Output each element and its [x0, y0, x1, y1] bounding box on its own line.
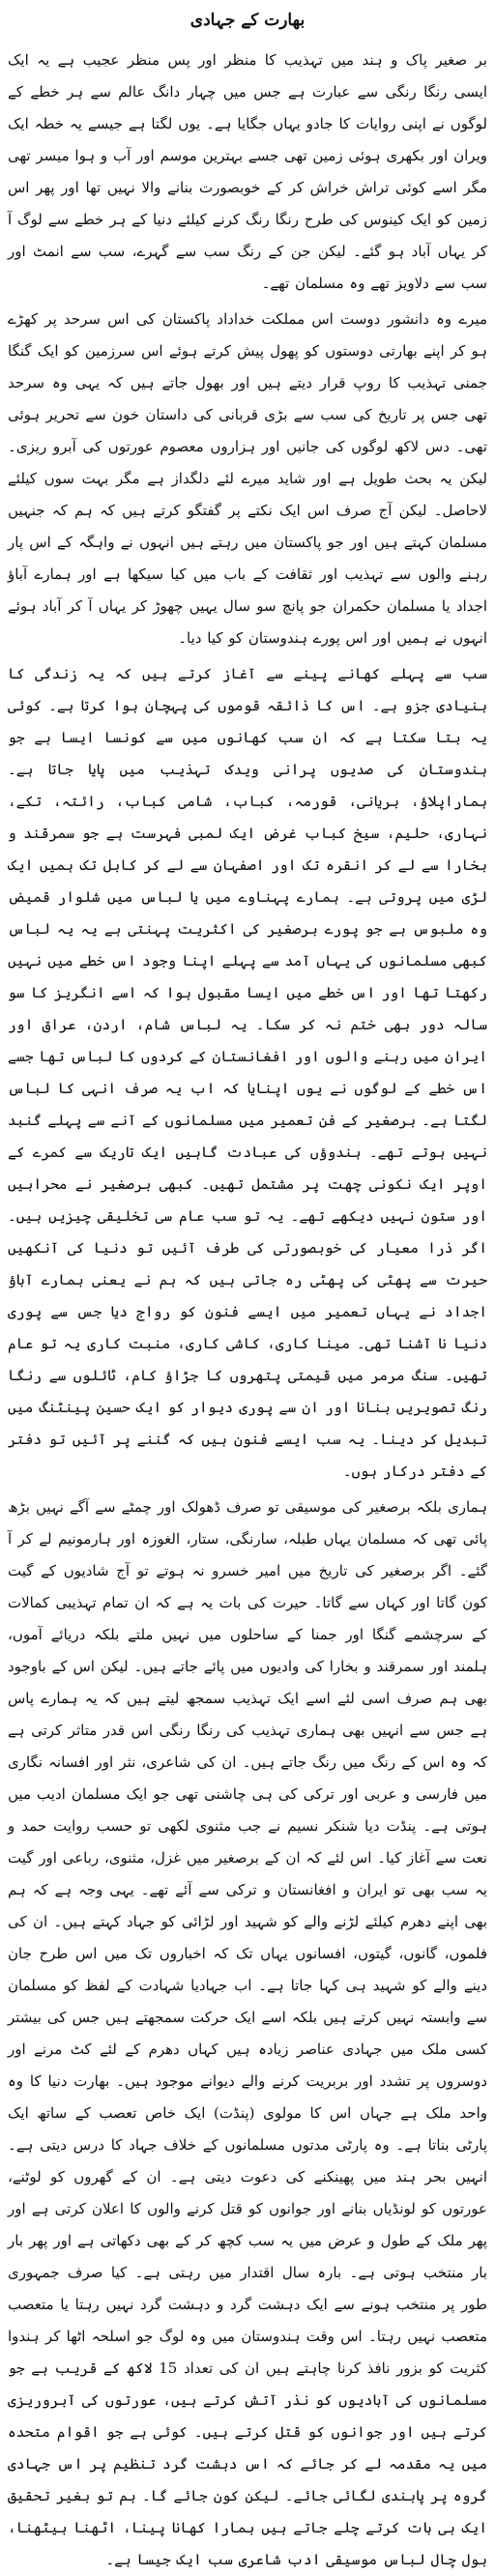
article-title: بھارت کے جہادی: [189, 11, 306, 30]
article-paragraph: میرے وہ دانشور دوست اس مملکت خداداد پاکستان کی اس سرحد پر کھڑے ہو کر اپنے بھارتی دوستوں کو پھول پیش کرتے ہوئے اس سرزمین کو ایک گنگا جمنی تہذیب کا روپ قرار دیتے ہیں اور بھول جاتے ہیں کہ یہی وہ سرحد تھی جس پر تاریخ کی سب سے بڑی قربانی کی داستان خون سے تحریر ہوئی تھی۔ دس لاکھ لوگوں کی جانیں اور ہزاروں معصوم عورتوں کی آبرو ریزی۔ لیکن یہ بحث طویل ہے اور شاید میرے لئے دلگداز ہے مگر بہت سوں کیلئے لاحاصل۔ لیکن آج صرف اس ایک نکتے پر گفتگو کرتے ہیں کہ ہم کہ جنہیں مسلمان کہتے ہیں اور جو پاکستان میں رہتے ہیں انہوں نے واہگہ کے اس پار رہنے والوں سے تہذیب اور ثقافت کے باب میں کیا سیکھا ہے اور ہمارے آباؤ اجداد یا مسلمان حکمران جو پانچ سو سال یہیں چھوڑ کر یہاں آ کر آباد ہوئے انہوں نے ہمیں اور اس پورے ہندوستان کو کیا دیا۔: [8, 310, 487, 648]
article-body: [8, 44, 487, 2576]
article-paragraph: ہماری بلکہ برصغیر کی موسیقی تو صرف ڈھولک اور چمٹے سے آگے نہیں بڑھ پائی تھی کہ مسلمان یہاں طبلہ، سارنگی، ستار، الغوزہ اور ہارمونیم لے کر آ گئے۔ اگر برصغیر کی تاریخ میں امیر خسرو نہ ہوتے تو آج شادیوں کے گیت کون گاتا اور کہاں سے گاتا۔ حیرت کی بات یہ ہے کہ ان تمام تہذیبی کمالات کے سرچشمے گنگا اور جمنا کے ساحلوں میں نہیں ملتے بلکہ دریائے آموں، ہلمند اور سمرقند و بخارا کی وادیوں میں پائے جاتے ہیں۔ لیکن اس کے باوجود بھی ہم صرف اسی لئے اسے ایک تہذیب سمجھ لیتے ہیں کہ یہ ہمارے پاس ہے جس سے انہیں بھی ہماری تہذیب کی رنگا رنگی اس قدر متاثر کرتی ہے کہ وہ اس کے رنگ میں رنگ جاتے ہیں۔ ان کی شاعری، نثر اور افسانہ نگاری میں فارسی و عربی اور ترکی کی ہی چاشنی تھی جو ایک مسلمان ادیب میں ہوتی ہے۔ پنڈت دیا شنکر نسیم نے جب مثنوی لکھی تو حسب روایت حمد و نعت سے آغاز کیا۔ اس لئے کہ ان کے برصغیر میں غزل، مثنوی، رباعی اور گیت یہ سب بھی تو ایران و افغانستان و ترکی سے آئے تھے۔ یہی وجہ ہے کہ ہم بھی اپنے دھرم کیلئے لڑنے والے کو شہید اور لڑائی کو جہاد کہتے ہیں۔ ان کی فلموں، گانوں، گیتوں، افسانوں یہاں تک کہ اخباروں تک میں اس طرح جان دینے والے کو شہید ہی کہا جاتا ہے۔ اب جہادیا شہادت کے لفظ کو مسلمان سے وابستہ نہیں کرتے ہیں بلکہ اسے ایک حرکت سمجھتے ہیں جس کی بیشتر کسی ملک میں جہادی عناصر زیادہ ہیں کہاں دھرم کے لئے کٹ مرنے اور دوسروں پر تشدد اور بربریت کرنے والے دیوانے موجود ہیں۔ بھارت دنیا کا وہ واحد ملک ہے جہاں اس کا مولوی (پنڈت) ایک خاص تعصب کے ساتھ ایک پارٹی بناتا ہے۔ وہ پارٹی مدتوں مسلمانوں کے خلاف جہاد کا درس دیتی ہے۔ انہیں بحر ہند میں پھینکنے کی دعوت دیتی ہے۔ ان کے گھروں کو لوٹنے، عورتوں کو لونڈیاں بنانے اور جوانوں کو قتل کرنے والوں کا اعلان کرتی ہے اور پھر ملک کے طول و عرض میں یہ سب کچھ کر کے بھی دکھاتی ہے اور پھر بار بار منتخب ہوتی ہے۔ بارہ سال اقتدار میں رہتی ہے۔ کیا صرف جمہوری طور پر منتخب ہونے سے ایک دہشت گرد و دہشت گرد نہیں رہتا یا متعصب متعصب نہیں رہتا۔ اس وقت ہندوستان میں وہ لوگ جو اسلحہ اٹھا کر ہندوا کثریت کو بزور نافذ کرنا چاہتے ہیں ان کی تعداد 15 لاکھ کے قریب ہے جو مسلمانوں کی آبادیوں کو نذر آتش کرتے ہیں، عورتوں کی آبروریزی کرتے ہیں اور جوانوں کو قتل کرتے ہیں۔ کوئی ہے جو اقوام متحدہ میں یہ مقدمہ لے کر جائے کہ اس دہشت گرد تنظیم پر اس جہادی گروہ پر پابندی لگائی جائے۔ لیکن کون جائے گا۔ ہم تو بغیر تحقیق ایک ہی بات کرتے چلے جاتے ہیں ہمارا کھانا پینا، اٹھنا بیٹھنا، بول چال لباس موسیقی ادب شاعری سب ایک جیسا ہے۔: [8, 1498, 488, 2569]
article-paragraph: سب سے پہلے کھانے پینے سے آغاز کرتے ہیں کہ یہ زندگی کا بنیادی جزو ہے۔ اس کا ذائقہ قوموں کی پہچان ہوا کرتا ہے۔ کوئی یہ بتا سکتا ہے کہ ان سب کھانوں میں سے کونسا ایسا ہے جو ہندوستان کی صدیوں پرانی ویدک تہذیب میں پایا جاتا ہے۔ ہماراپلاؤ، بریانی، قورمہ، کباب، شامی کباب، رائتہ، تکے، نہاری، حلیم، سیخ کباب غرض ایک لمبی فہرست ہے جو سمرقند و بخارا سے لے کر انقرہ تک اور اصفہان سے لے کر کابل تک ہمیں ایک لڑی میں پروتی ہے۔ ہمارے پہناوے میں یا لباس میں شلوار قمیض وہ ملبوس ہے جو پورے برصغیر کی اکثریت پہنتی ہے یہ یہ لباس کبھی مسلمانوں کی یہاں آمد سے پہلے اپنا وجود اس خطے میں نہیں رکھتا تھا اور اس خطے میں ایسا مقبول ہوا کہ اسے انگریز کا سو سالہ دور بھی ختم نہ کر سکا۔ یہ لباس شام، اردن، عراق اور ایران میں رہنے والوں اور افغانستان کے کردوں کا لباس تھا جسے اس خطے کے لوگوں نے یوں اپنایا کہ اب یہ صرف انہی کا لباس لگتا ہے۔ برصغیر کے فن تعمیر میں مسلمانوں کے آنے سے پہلے گنبد نہیں ہوتے تھے۔ ہندوؤں کی عبادت گاہیں ایک تاریک سے کمرے کے اوپر ایک نکونی چھت پر مشتمل تھیں۔ کبھی برصغیر نے محرابیں اور ستون نہیں دیکھے تھے۔ یہ تو سب عام سی تخلیقی چیزیں ہیں۔ اگر ذرا معیار کی خوبصورتی کی طرف آئیں تو دنیا کی آنکھیں حیرت سے پھٹی کی پھٹی رہ جاتی ہیں کہ ہم نے یعنی ہمارے آباؤ اجداد نے یہاں تعمیر میں ایسے فنون کو رواج دیا جس سے پوری دنیا نا آشنا تھی۔ مینا کاری، کاشی کاری، منبت کاری یہ تو عام تھیں۔ سنگ مرمر میں قیمتی پتھروں کا جڑاؤ کام، ٹائلوں سے رنگا رنگ تصویریں بنانا اور ان سے پوری دیوار کو ایک حسین پینٹنگ میں تبدیل کر دینا۔ یہ سب ایسے فنون ہیں کہ گننے پر آئیں تو دفتر کے دفتر درکار ہوں۔: [8, 665, 487, 1481]
article-paragraph: بر صغیر پاک و ہند میں تہذیب کا منظر اور پس منظر عجیب ہے یہ ایک ایسی رنگا رنگی سے عبارت ہے جس میں چہار دانگ عالم سے ہر خطے کے لوگوں نے اپنی روایات کا جادو یہاں جگایا ہے۔ یوں لگتا ہے جیسے یہ خطہ ایک ویران اور بکھری ہوئی زمین تھی جسے بہترین موسم اور آب و ہوا میسر تھی مگر اسے کوئی تراش خراش کر کے خوبصورت بنانے والا نہیں تھا اور پھر اس زمین کو ایک کینوس کی طرح رنگا رنگ کرنے کیلئے دنیا کے ہر خطے سے لوگ آ کر یہاں آباد ہو گئے۔ لیکن جن کے رنگ سب سے گہرے، سب سے انمٹ اور سب سے دلاویز تھے وہ مسلمان تھے۔: [8, 51, 487, 293]
